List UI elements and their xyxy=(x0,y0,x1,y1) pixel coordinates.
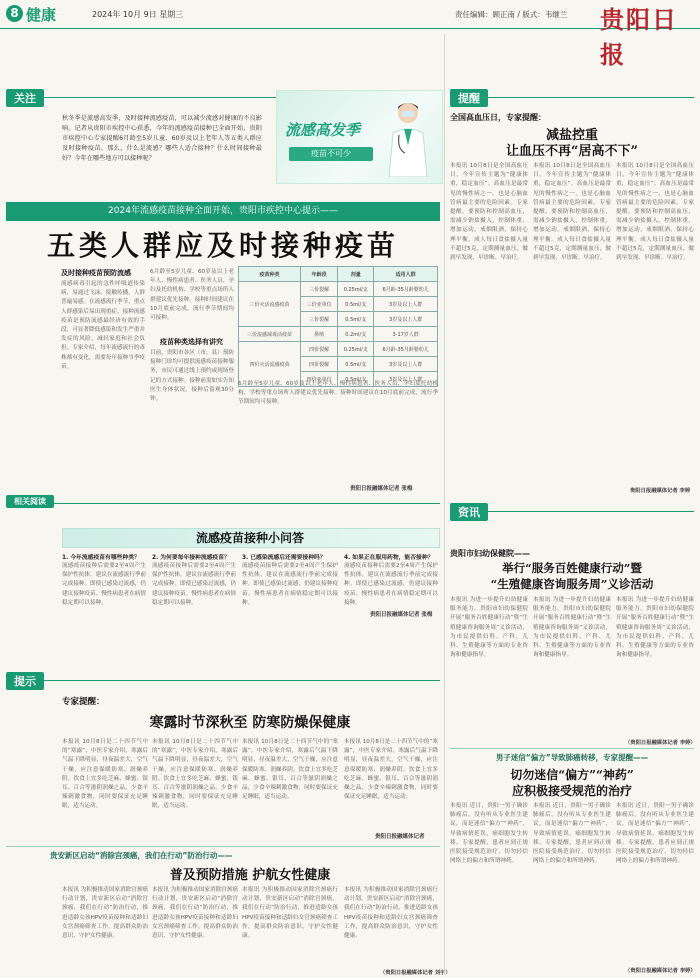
qa-question-1: 1. 今年流感疫苗有哪些种类？ xyxy=(62,555,140,561)
table-header: 疫苗种类 xyxy=(239,267,301,282)
intro-illustration xyxy=(276,90,443,184)
table-cell: 6月龄-35月龄婴幼儿 xyxy=(374,342,438,357)
main-body-col-2b: 目前，贵阳市各区（市、县）预防接种门诊均可提供流感疫苗接种服务，市民可通过线上预约或现场登记的方式接种。接种前需如实告知医生身体状况，接种后留观30分钟。 xyxy=(150,350,234,403)
table-header: 年龄段 xyxy=(301,267,338,282)
qa-question-2: 2. 为何要每年接种流感疫苗？ xyxy=(152,555,230,561)
main-subhead-1: 及时接种疫苗预防流感 xyxy=(61,269,131,277)
hpv-byline: （贵阳日报融媒体记者 刘宇） xyxy=(380,970,451,976)
table-cell: 四价灭活流感疫苗 xyxy=(239,342,301,387)
qa-question-3: 3. 已感染流感后还需要接种吗？ xyxy=(242,555,326,561)
hpv-title: 普及预防措施 护航女性健康 xyxy=(169,868,331,883)
table-cell: 0.5ml/支 xyxy=(338,372,374,387)
salt-byline: 贵阳日报融媒体记者 李婷 xyxy=(630,488,691,494)
sugar-rule xyxy=(450,748,694,749)
editors-credit: 责任编辑：顾正南 / 版式：韦继兰 xyxy=(455,10,568,19)
qa-col-2: 流感疫苗接种后需要2至4周产生保护性抗体，建议在流感流行季前完成接种。即使已感染过流感，仍建议接种疫苗。慢性病患者在病情稳定期可以接种。 xyxy=(152,563,236,606)
table-cell: 0.5ml/支 xyxy=(338,312,374,327)
table-cell: 三价流感减毒活疫苗 xyxy=(239,327,301,342)
newspaper-logo: 贵阳日报 xyxy=(600,5,678,69)
tip-tag: 提示 xyxy=(6,672,44,690)
hospital-byline: （贵阳日报融媒体记者 李婷） xyxy=(625,740,696,746)
hpv-kicker: 贵安新区启动“消除宫颈癌，我们在行动”防治行动—— xyxy=(50,851,233,860)
cold-byline: 贵阳日报融媒体记者 xyxy=(375,834,425,840)
cold-col-4: 本报讯 10月8日是二十四节气中的“寒露”，中医专家介绍，寒露后气温下降明显，昼夜温差大，空气干燥，应注意保暖防寒、润燥养阴。饮食上宜多吃芝麻、蜂蜜、银耳、百合等滋阴润燥之品，少食辛辣刺激食物，同时要保证充足睡眠，适当运动。 xyxy=(344,739,438,801)
hpv-col-3: 本报讯 为积极推动国家消除宫颈癌行动计划，贵安新区启动“消除宫颈癌，我们在行动”防治行动，推进适龄女孩HPV疫苗接种和适龄妇女宫颈癌筛查工作，提高群众防治意识，守护女性健康。 xyxy=(242,887,338,940)
sugar-kicker: 男子迷信“偏方”导致肺癌转移，专家提醒—— xyxy=(495,753,649,762)
vaccine-table xyxy=(238,266,438,387)
hospital-col-2: 本报讯 为进一步提升妇幼健康服务能力，贵阳市妇幼保健院开展“服务百姓健康行动”暨“生殖健康咨询服务周”义诊活动，为市民提供妇科、产科、儿科、生殖健康等方面的专业咨询和健康指导。 xyxy=(533,597,611,659)
hospital-kicker: 贵阳市妇幼保健院—— xyxy=(450,549,530,558)
salt-kicker: 全国高血压日，专家提醒： xyxy=(450,113,546,122)
main-body-col-1: 流感病毒引起的急性呼吸道传染病，易通过飞沫、接触传播，人群普遍易感。在流感流行季节，重点人群感染后易出现重症。接种流感疫苗是预防流感最经济有效的手段，可显著降低感染和发生严重并发症的风险，减轻家庭和社会负担。专家介绍，每年流感流行的毒株都有变化，需要每年接种当季疫苗。 xyxy=(61,281,145,370)
cold-title: 寒露时节深秋至 防寒防燥保健康 xyxy=(149,715,351,731)
hpv-col-1: 本报讯 为积极推动国家消除宫颈癌行动计划，贵安新区启动“消除宫颈癌，我们在行动”防治行动，推进适龄女孩HPV疫苗接种和适龄妇女宫颈癌筛查工作，提高群众防治意识，守护女性健康。 xyxy=(62,887,148,940)
qa-byline: 贵阳日报融媒体记者 张梅 xyxy=(370,612,433,618)
table-header: 适用人群 xyxy=(374,267,438,282)
salt-col-2: 本报讯 10月8日是全国高血压日，今年宣传主题为“健康体重，稳定血压”。高血压是最常见的慢性病之一，也是心脑血管病最主要的危险因素。专家提醒，要预防和控制高血压，需减少钠盐摄入，控制体重，增加运动，戒烟限酒，保持心理平衡。成人每日食盐摄入量不超过5克，定期测量血压，做到早发现、早诊断、早治疗。 xyxy=(533,163,611,262)
table-cell: 0.5ml/支 xyxy=(338,297,374,312)
cold-subtitle: 专家提醒： xyxy=(62,697,105,707)
table-cell: 3岁及以上人群 xyxy=(374,372,438,387)
sugar-title-1: 切勿迷信“偏方”“神药” xyxy=(510,768,634,782)
cold-col-3: 本报讯 10月8日是二十四节气中的“寒露”，中医专家介绍，寒露后气温下降明显，昼夜温差大，空气干燥，应注意保暖防寒、润燥养阴。饮食上宜多吃芝麻、蜂蜜、银耳、百合等滋阴润燥之品，少食辛辣刺激食物，同时要保证充足睡眠，适当运动。 xyxy=(242,739,338,801)
focus-tag: 关注 xyxy=(6,89,44,107)
reminder-tag: 提醒 xyxy=(450,89,488,107)
hpv-col-2: 本报讯 为积极推动国家消除宫颈癌行动计划，贵安新区启动“消除宫颈癌，我们在行动”防治行动，推进适龄女孩HPV疫苗接种和适龄妇女宫颈癌筛查工作，提高群众防治意识，守护女性健康。 xyxy=(152,887,238,940)
intro-paragraph: 秋冬季是流感高发季，及时接种流感疫苗，可以减少流感对健康的不良影响。记者从贵阳市疾控中心获悉，今年的流感疫苗接种已全面开始，贵阳市疾控中心专家提醒6月龄至5岁儿童、60岁及以上老年人等五类人群应及时接种疫苗。那么，什么是流感？哪些人适合接种？什么时间接种最好？今年在哪些地方可以接种呢？ xyxy=(62,115,262,162)
sugar-col-1: 本报讯 近日，贵阳一男子确诊肺癌后，没有听从专业医生建议，而是迷信“偏方”“神药”，导致病情延误，癌细胞发生转移。专家提醒，患者应到正规医院接受规范治疗，切勿轻信网络上的偏方和所谓神药。 xyxy=(450,803,528,865)
hospital-col-1: 本报讯 为进一步提升妇幼健康服务能力，贵阳市妇幼保健院开展“服务百姓健康行动”暨“生殖健康咨询服务周”义诊活动，为市民提供妇科、产科、儿科、生殖健康等方面的专业咨询和健康指导。 xyxy=(450,597,528,659)
doctor-icon xyxy=(385,99,431,177)
table-cell: 0.25ml/支 xyxy=(338,282,374,297)
table-cell: 鼻喷 xyxy=(301,327,338,342)
table-cell: 四价裂解 xyxy=(301,357,338,372)
table-row xyxy=(239,327,438,342)
table-header: 剂量 xyxy=(338,267,374,282)
main-byline: 贵阳日报融媒体记者 张梅 xyxy=(350,486,413,492)
table-cell: 三价亚单位 xyxy=(301,297,338,312)
table-cell: 0.2ml/支 xyxy=(338,327,374,342)
table-cell: 0.5ml/支 xyxy=(338,357,374,372)
page-number: 8 xyxy=(6,5,23,22)
table-cell: 四价裂解 xyxy=(301,342,338,357)
sugar-col-2: 本报讯 近日，贵阳一男子确诊肺癌后，没有听从专业医生建议，而是迷信“偏方”“神药”，导致病情延误，癌细胞发生转移。专家提醒，患者应到正规医院接受规范治疗，切勿轻信网络上的偏方和所谓神药。 xyxy=(533,803,611,865)
hospital-title-1: 举行“服务百姓健康行动”暨 xyxy=(502,561,642,575)
main-body-col-2a: 6月龄至5岁儿童、60岁及以上老年人、慢性病患者、医务人员、孕妇及托幼机构、学校等重点场所人群建议优先接种。接种时间建议在10月底前完成，流行季节期间均可接种。 xyxy=(150,269,234,322)
cold-col-1: 本报讯 10月8日是二十四节气中的“寒露”，中医专家介绍，寒露后气温下降明显，昼夜温差大，空气干燥，应注意保暖防寒、润燥养阴。饮食上宜多吃芝麻、蜂蜜、银耳、百合等滋阴润燥之品，少食辛辣刺激食物，同时要保证充足睡眠，适当运动。 xyxy=(62,739,148,810)
qa-question-4: 4. 如果正在服用药物，能否接种？ xyxy=(344,555,434,561)
table-cell: 3岁及以上人群 xyxy=(374,312,438,327)
sugar-title-2: 应积极接受规范的治疗 xyxy=(511,784,632,798)
sugar-byline: （贵阳日报融媒体记者 李婷） xyxy=(625,968,696,974)
table-cell: 三价裂解 xyxy=(301,282,338,297)
main-subhead-2: 疫苗种类选择有讲究 xyxy=(160,338,223,346)
hospital-title-2: “生殖健康咨询服务周”义诊活动 xyxy=(490,577,654,591)
salt-title-1: 减盐控重 xyxy=(545,128,598,143)
table-row xyxy=(239,342,438,357)
sugar-col-3: 本报讯 近日，贵阳一男子确诊肺癌后，没有听从专业医生建议，而是迷信“偏方”“神药”，导致病情延误，癌细胞发生转移。专家提醒，患者应到正规医院接受规范治疗，切勿轻信网络上的偏方和所谓神药。 xyxy=(616,803,694,865)
hospital-col-3: 本报讯 为进一步提升妇幼健康服务能力，贵阳市妇幼保健院开展“服务百姓健康行动”暨“生殖健康咨询服务周”义诊活动，为市民提供妇科、产科、儿科、生殖健康等方面的专业咨询和健康指导。 xyxy=(616,597,694,659)
table-row xyxy=(239,282,438,297)
main-title: 五类人群应及时接种疫苗 xyxy=(46,229,399,262)
section-name: 健康 xyxy=(26,6,57,24)
hpv-rule xyxy=(6,846,440,847)
table-cell: 0.25ml/支 xyxy=(338,342,374,357)
table-cell: 3-17岁人群 xyxy=(374,327,438,342)
table-cell: 三价裂解 xyxy=(301,312,338,327)
main-body-col-3: 6月龄至5岁儿童、60岁及以上老年人、慢性病患者、医务人员、孕妇及托幼机构、学校等重点场所人群建议优先接种。接种时间建议在10月底前完成，流行季节期间均可接种。 xyxy=(238,381,438,406)
illustration-title: 流感高发季 xyxy=(285,121,361,139)
qa-col-3: 流感疫苗接种后需要2至4周产生保护性抗体，建议在流感流行季前完成接种。即使已感染过流感，仍建议接种疫苗。慢性病患者在病情稳定期可以接种。 xyxy=(242,563,338,606)
table-cell: 三价灭活流感疫苗 xyxy=(239,282,301,327)
related-tag: 相关阅读 xyxy=(6,495,54,508)
table-cell: 3岁及以上人群 xyxy=(374,357,438,372)
qa-title: 流感疫苗接种小问答 xyxy=(195,531,304,545)
qa-col-1: 流感疫苗接种后需要2至4周产生保护性抗体，建议在流感流行季前完成接种。即使已感染过流感，仍建议接种疫苗。慢性病患者在病情稳定期可以接种。 xyxy=(62,563,146,606)
column-divider xyxy=(444,34,445,974)
vaccine-table-wrap xyxy=(238,266,438,387)
issue-date: 2024年 10月 9日 星期三 xyxy=(92,10,184,19)
salt-col-1: 本报讯 10月8日是全国高血压日，今年宣传主题为“健康体重，稳定血压”。高血压是最常见的慢性病之一，也是心脑血管病最主要的危险因素。专家提醒，要预防和控制高血压，需减少钠盐摄入，控制体重，增加运动，戒烟限酒，保持心理平衡。成人每日食盐摄入量不超过5克，定期测量血压，做到早发现、早诊断、早治疗。 xyxy=(450,163,528,262)
table-cell: 四价亚单位 xyxy=(301,372,338,387)
hpv-col-4: 本报讯 为积极推动国家消除宫颈癌行动计划，贵安新区启动“消除宫颈癌，我们在行动”防治行动，推进适龄女孩HPV疫苗接种和适龄妇女宫颈癌筛查工作，提高群众防治意识，守护女性健康。 xyxy=(344,887,438,940)
table-cell: 3岁及以上人群 xyxy=(374,297,438,312)
salt-title-2: 让血压不再“居高不下” xyxy=(506,144,638,159)
cold-col-2: 本报讯 10月8日是二十四节气中的“寒露”，中医专家介绍，寒露后气温下降明显，昼夜温差大，空气干燥，应注意保暖防寒、润燥养阴。饮食上宜多吃芝麻、蜂蜜、银耳、百合等滋阴润燥之品，少食辛辣刺激食物，同时要保证充足睡眠，适当运动。 xyxy=(152,739,238,810)
qa-col-4: 流感疫苗接种后需要2至4周产生保护性抗体，建议在流感流行季前完成接种。即使已感染过流感，仍建议接种疫苗。慢性病患者在病情稳定期可以接种。 xyxy=(344,563,438,606)
illustration-subtitle: 疫苗不可少 xyxy=(289,147,373,161)
salt-col-3: 本报讯 10月8日是全国高血压日，今年宣传主题为“健康体重，稳定血压”。高血压是最常见的慢性病之一，也是心脑血管病最主要的危险因素。专家提醒，要预防和控制高血压，需减少钠盐摄入，控制体重，增加运动，戒烟限酒，保持心理平衡。成人每日食盐摄入量不超过5克，定期测量血压，做到早发现、早诊断、早治疗。 xyxy=(616,163,694,262)
related-rule xyxy=(6,503,440,504)
tip-rule xyxy=(6,680,440,681)
info-tag: 资讯 xyxy=(450,503,488,521)
main-kicker: 2024年流感疫苗接种全面开始，贵阳市疾控中心提示—— xyxy=(6,202,440,221)
table-cell: 6月龄-35月龄婴幼儿 xyxy=(374,282,438,297)
